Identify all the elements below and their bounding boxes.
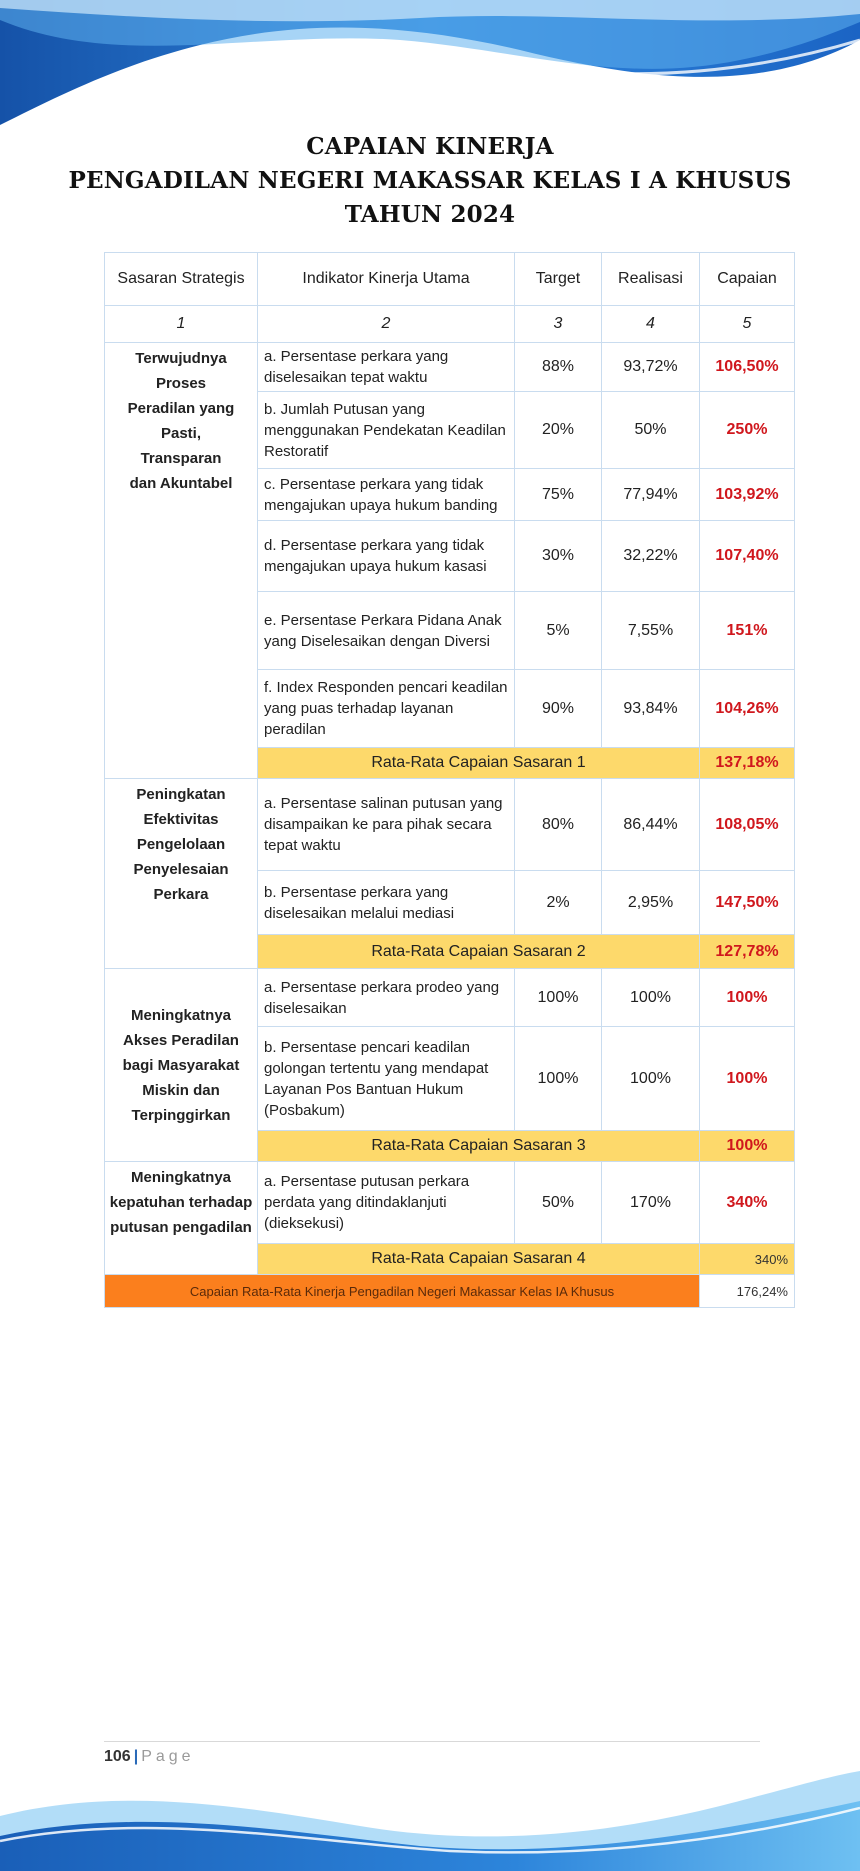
table-row: [105, 1162, 795, 1244]
realisasi-cell: 77,94%: [602, 469, 700, 521]
page-number: 106: [104, 1748, 131, 1765]
header-capaian: Capaian: [700, 253, 795, 306]
capaian-cell: 151%: [700, 592, 795, 670]
average-label: Rata-Rata Capaian Sasaran 3: [258, 1131, 700, 1162]
realisasi-cell: 100%: [602, 969, 700, 1027]
table-row: [105, 779, 795, 871]
sasaran-cell: Peningkatan Efektivitas Pengelolaan Penyelesaian Perkara: [105, 779, 258, 969]
total-value: 176,24%: [700, 1275, 795, 1308]
target-cell: 100%: [515, 969, 602, 1027]
header-sasaran: Sasaran Strategis: [105, 253, 258, 306]
capaian-cell: 107,40%: [700, 521, 795, 592]
indicator-cell: f. Index Responden pencari keadilan yang puas terhadap layanan peradilan: [258, 670, 515, 748]
average-label: Rata-Rata Capaian Sasaran 2: [258, 935, 700, 969]
title-line-3: TAHUN 2024: [344, 201, 516, 228]
table-row: [105, 969, 795, 1027]
col-number: 4: [602, 306, 700, 343]
target-cell: 2%: [515, 871, 602, 935]
target-cell: 90%: [515, 670, 602, 748]
capaian-cell: 250%: [700, 392, 795, 469]
total-row: [105, 1275, 795, 1308]
average-value: 127,78%: [700, 935, 795, 969]
col-number: 3: [515, 306, 602, 343]
capaian-cell: 103,92%: [700, 469, 795, 521]
target-cell: 88%: [515, 343, 602, 392]
header-indikator: Indikator Kinerja Utama: [258, 253, 515, 306]
capaian-cell: 100%: [700, 969, 795, 1027]
average-label: Rata-Rata Capaian Sasaran 4: [258, 1244, 700, 1275]
indicator-cell: b. Jumlah Putusan yang menggunakan Pendekatan Keadilan Restoratif: [258, 392, 515, 469]
average-label: Rata-Rata Capaian Sasaran 1: [258, 748, 700, 779]
capaian-cell: 104,26%: [700, 670, 795, 748]
target-cell: 30%: [515, 521, 602, 592]
realisasi-cell: 93,84%: [602, 670, 700, 748]
indicator-cell: c. Persentase perkara yang tidak mengajukan upaya hukum banding: [258, 469, 515, 521]
header-target: Target: [515, 253, 602, 306]
footer-separator: |: [133, 1748, 139, 1765]
table-row: [105, 343, 795, 392]
indicator-cell: e. Persentase Perkara Pidana Anak yang Diselesaikan dengan Diversi: [258, 592, 515, 670]
capaian-cell: 147,50%: [700, 871, 795, 935]
title-line-1: CAPAIAN KINERJA: [306, 133, 554, 160]
indicator-cell: a. Persentase perkara prodeo yang diselesaikan: [258, 969, 515, 1027]
realisasi-cell: 7,55%: [602, 592, 700, 670]
header-realisasi: Realisasi: [602, 253, 700, 306]
capaian-cell: 106,50%: [700, 343, 795, 392]
average-value: 137,18%: [700, 748, 795, 779]
header-wave-decoration: [0, 0, 860, 130]
title-line-2: PENGADILAN NEGERI MAKASSAR KELAS I A KHUSUS: [68, 167, 792, 194]
sasaran-cell: Meningkatnya kepatuhan terhadap putusan pengadilan: [105, 1162, 258, 1275]
header-row: [105, 253, 795, 306]
target-cell: 20%: [515, 392, 602, 469]
target-cell: 75%: [515, 469, 602, 521]
realisasi-cell: 32,22%: [602, 521, 700, 592]
realisasi-cell: 100%: [602, 1027, 700, 1131]
footer-wave-decoration: [0, 1746, 860, 1871]
footer-divider: [104, 1741, 760, 1742]
realisasi-cell: 86,44%: [602, 779, 700, 871]
title-block: [0, 130, 860, 232]
target-cell: 80%: [515, 779, 602, 871]
realisasi-cell: 170%: [602, 1162, 700, 1244]
page-word: Page: [141, 1748, 195, 1765]
realisasi-cell: 2,95%: [602, 871, 700, 935]
column-number-row: [105, 306, 795, 343]
realisasi-cell: 93,72%: [602, 343, 700, 392]
indicator-cell: a. Persentase salinan putusan yang disampaikan ke para pihak secara tepat waktu: [258, 779, 515, 871]
col-number: 2: [258, 306, 515, 343]
sasaran-cell: Meningkatnya Akses Peradilan bagi Masyarakat Miskin dan Terpinggirkan: [105, 969, 258, 1162]
capaian-cell: 340%: [700, 1162, 795, 1244]
total-label: Capaian Rata-Rata Kinerja Pengadilan Negeri Makassar Kelas IA Khusus: [105, 1275, 700, 1308]
indicator-cell: a. Persentase putusan perkara perdata yang ditindaklanjuti (dieksekusi): [258, 1162, 515, 1244]
indicator-cell: b. Persentase perkara yang diselesaikan melalui mediasi: [258, 871, 515, 935]
capaian-cell: 108,05%: [700, 779, 795, 871]
average-value: 340%: [700, 1244, 795, 1275]
col-number: 5: [700, 306, 795, 343]
col-number: 1: [105, 306, 258, 343]
average-value: 100%: [700, 1131, 795, 1162]
target-cell: 50%: [515, 1162, 602, 1244]
realisasi-cell: 50%: [602, 392, 700, 469]
target-cell: 5%: [515, 592, 602, 670]
capaian-cell: 100%: [700, 1027, 795, 1131]
indicator-cell: b. Persentase pencari keadilan golongan tertentu yang mendapat Layanan Pos Bantuan Hukum (Posbakum): [258, 1027, 515, 1131]
indicator-cell: d. Persentase perkara yang tidak mengajukan upaya hukum kasasi: [258, 521, 515, 592]
performance-table: [104, 252, 795, 1308]
sasaran-cell: Terwujudnya Proses Peradilan yang Pasti, Transparan dan Akuntabel: [105, 343, 258, 779]
target-cell: 100%: [515, 1027, 602, 1131]
indicator-cell: a. Persentase perkara yang diselesaikan tepat waktu: [258, 343, 515, 392]
